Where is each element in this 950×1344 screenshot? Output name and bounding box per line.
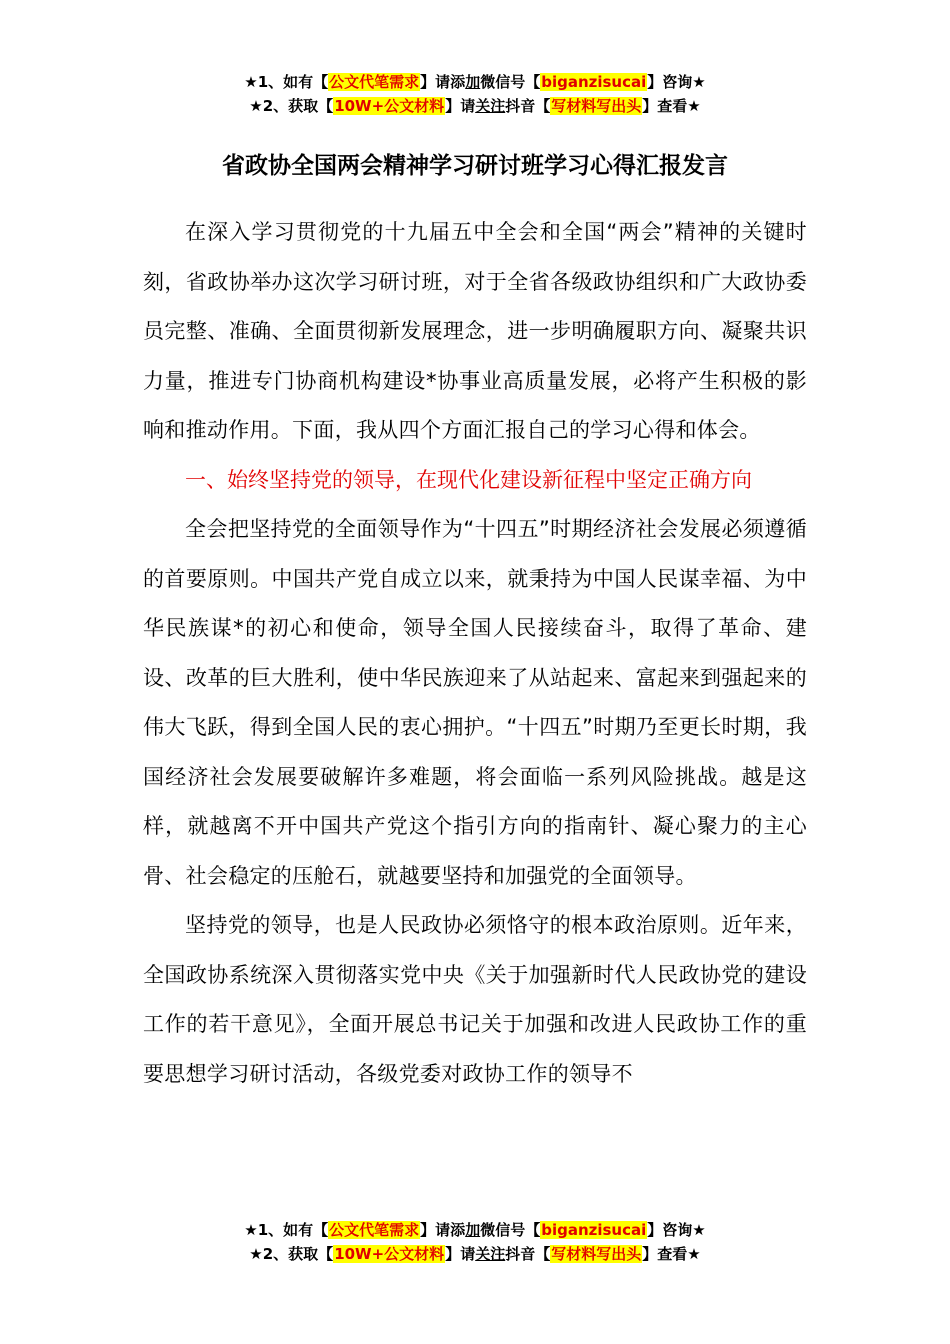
highlight-wechat-id: biganzisucai [541, 1221, 647, 1239]
paragraph-section-1a: 全会把坚持党的全面领导作为“十四五”时期经济社会发展必须遵循的首要原则。中国共产党自成立以来，就秉持为中国人民谋幸福、为中华民族谋*的初心和使命，领导全国人民接续奋斗，取得了革命、建设、改革的巨大胜利，使中华民族迎来了从站起来、富起来到强起来的伟大飞跃，得到全国人民的衷心拥护。“十四五”时期乃至更长时期，我国经济社会发展要破解许多难题，将会面临一系列风险挑战。越是这样，就越离不开中国共产党这个指引方向的指南针、凝心聚力的主心骨、社会稳定的压舱石，就越要坚持和加强党的全面领导。 [143, 517, 807, 888]
section-heading-1: 一、始终坚持党的领导，在现代化建设新征程中坚定正确方向 [185, 467, 752, 492]
promo-line-2: ★2、获取【10W+公文材料】请关注抖音【写材料写出头】查看★ [249, 1245, 701, 1263]
highlight-materials: 10W+公文材料 [334, 97, 445, 115]
highlight-service: 公文代笔需求 [329, 1221, 420, 1239]
promo-banner-bottom [0, 1218, 950, 1266]
highlight-douyin: 写材料写出头 [551, 97, 642, 115]
paragraph-intro: 在深入学习贯彻党的十九届五中全会和全国“两会”精神的关键时刻，省政协举办这次学习研讨班，对于全省各级政协组织和广大政协委员完整、准确、全面贯彻新发展理念，进一步明确履职方向、凝聚共识力量，推进专门协商机构建设*协事业高质量发展，必将产生积极的影响和推动作用。下面，我从四个方面汇报自己的学习心得和体会。 [143, 220, 807, 442]
highlight-douyin: 写材料写出头 [551, 1245, 642, 1263]
promo-banner-top [0, 70, 950, 118]
document-body [143, 208, 807, 1099]
promo-line-1: ★1、如有【公文代笔需求】请添加微信号【biganzisucai】咨询★ [244, 1221, 706, 1239]
highlight-service: 公文代笔需求 [329, 73, 420, 91]
promo-line-2: ★2、获取【10W+公文材料】请关注抖音【写材料写出头】查看★ [249, 97, 701, 115]
paragraph-section-1b: 坚持党的领导，也是人民政协必须恪守的根本政治原则。近年来，全国政协系统深入贯彻落实党中央《关于加强新时代人民政协党的建设工作的若干意见》，全面开展总书记关于加强和改进人民政协工作的重要思想学习研讨活动，各级党委对政协工作的领导不 [143, 913, 807, 1086]
promo-line-1: ★1、如有【公文代笔需求】请添加微信号【biganzisucai】咨询★ [244, 73, 706, 91]
document-title: 省政协全国两会精神学习研讨班学习心得汇报发言 [222, 153, 728, 179]
highlight-wechat-id: biganzisucai [541, 73, 647, 91]
highlight-materials: 10W+公文材料 [334, 1245, 445, 1263]
